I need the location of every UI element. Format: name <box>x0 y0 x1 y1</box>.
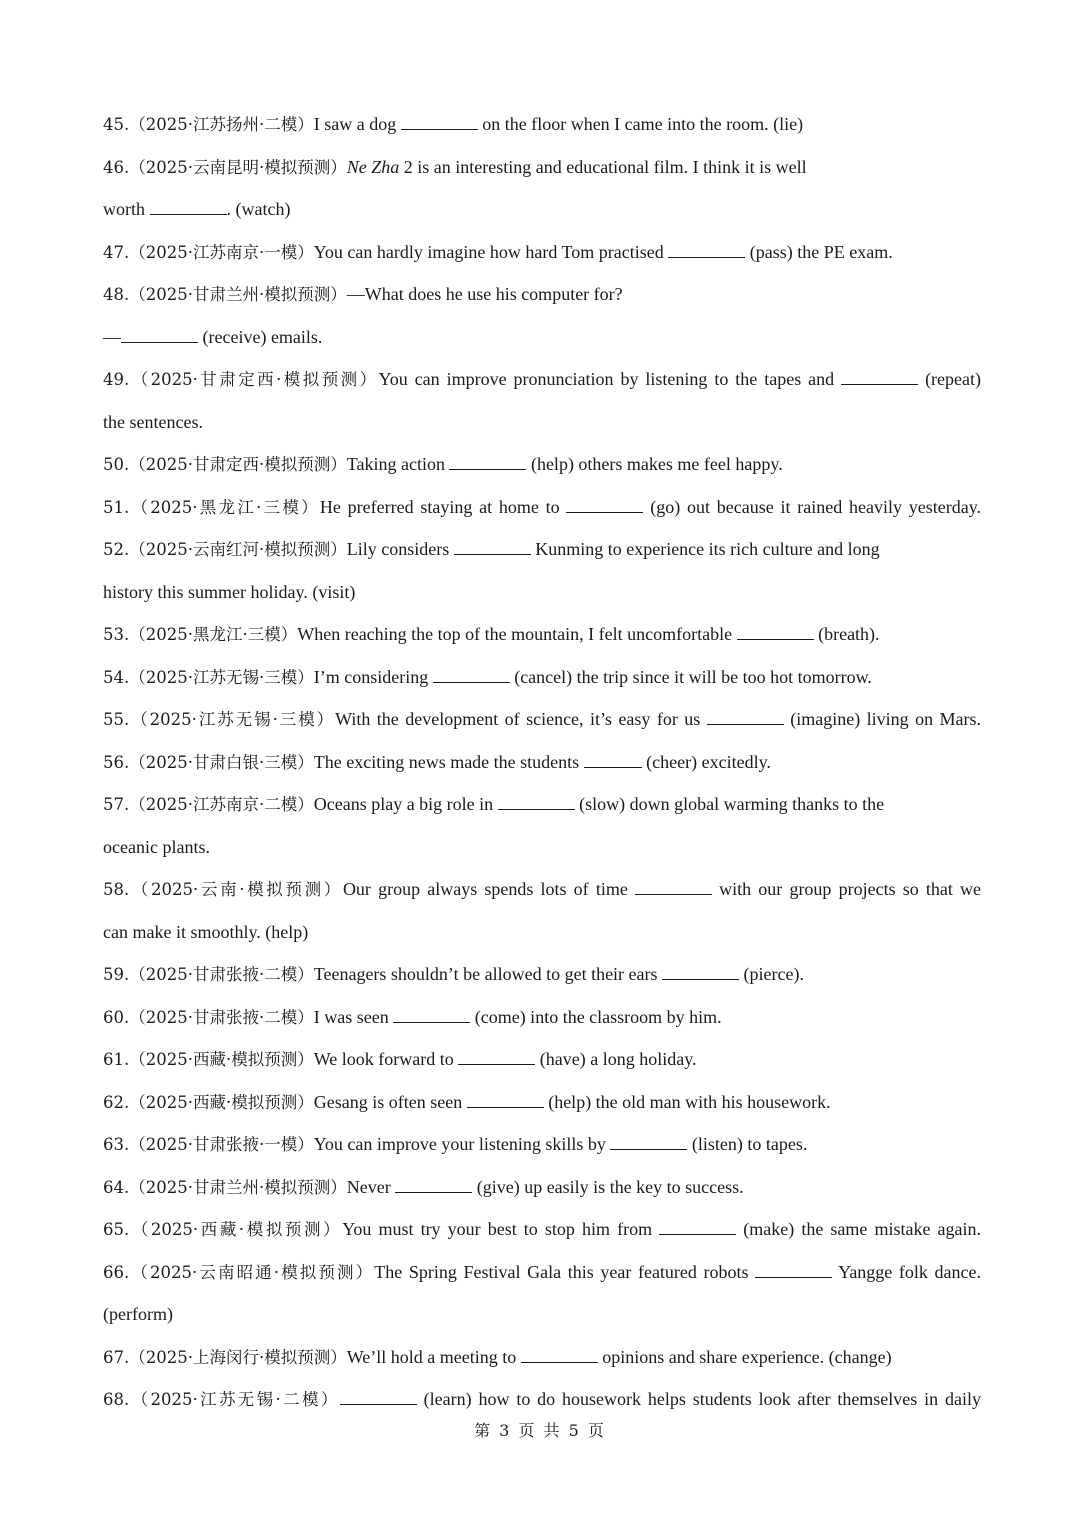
question-text: (slow) down global warming thanks to the <box>579 794 885 814</box>
question-text: Yangge folk dance. <box>838 1261 982 1282</box>
question-text: opinions and share experience. (change) <box>602 1346 892 1367</box>
question-46-continued <box>103 188 981 231</box>
question-number: 67. <box>103 1347 130 1367</box>
question-text: (listen) to tapes. <box>691 1134 808 1154</box>
question-text: You can improve your listening skills by <box>313 1134 606 1154</box>
question-61 <box>103 1038 981 1081</box>
question-48-continued <box>103 316 981 359</box>
question-65 <box>103 1208 981 1251</box>
question-53 <box>103 613 981 656</box>
question-text: (go) out because it rained heavily yesterday. <box>650 496 982 517</box>
question-66 <box>103 1251 981 1294</box>
question-source: （2025·甘肃张掖·二模） <box>129 965 314 984</box>
question-62 <box>103 1081 981 1124</box>
question-45 <box>103 103 981 146</box>
question-number: 45. <box>103 115 130 134</box>
question-text: He preferred staying at home to <box>319 496 560 517</box>
question-text: (cheer) excitedly. <box>646 751 771 772</box>
answer-blank[interactable] <box>393 1021 470 1023</box>
question-52-continued <box>103 571 981 614</box>
answer-blank[interactable] <box>755 1276 832 1278</box>
question-source: （2025·甘肃兰州·模拟预测） <box>129 1177 347 1197</box>
question-source: （2025·西藏·模拟预测） <box>129 1050 314 1069</box>
question-52 <box>103 528 981 571</box>
question-text: history this summer holiday. (visit) <box>103 581 356 602</box>
question-text: (receive) emails. <box>202 326 323 347</box>
question-text: (pass) the PE exam. <box>749 241 893 262</box>
answer-blank[interactable] <box>659 1233 736 1235</box>
question-source: （2025·西藏·模拟预测） <box>129 1092 314 1112</box>
question-number: 59. <box>103 965 130 984</box>
question-57-continued <box>103 826 981 869</box>
question-text: We’ll hold a meeting to <box>346 1346 517 1367</box>
question-63 <box>103 1123 981 1166</box>
question-text: (have) a long holiday. <box>539 1049 697 1069</box>
question-text: The Spring Festival Gala this year featured robots <box>374 1261 749 1282</box>
answer-blank[interactable] <box>150 213 227 215</box>
exercise-list <box>103 103 981 1421</box>
question-58-continued <box>103 911 981 954</box>
question-text: (pierce). <box>743 964 804 984</box>
question-55 <box>103 698 981 741</box>
question-57 <box>103 783 981 826</box>
question-text: Never <box>346 1176 391 1197</box>
question-source: （2025·江苏无锡·三模） <box>129 710 336 729</box>
question-text: (imagine) living on Mars. <box>790 709 982 729</box>
question-text: worth <box>103 199 145 219</box>
answer-blank[interactable] <box>662 978 739 980</box>
question-text: The exciting news made the students <box>313 751 580 772</box>
question-text: (make) the same mistake again. <box>743 1219 982 1239</box>
question-48 <box>103 273 981 316</box>
answer-blank[interactable] <box>395 1191 472 1193</box>
question-text: with our group projects so that we <box>719 879 982 899</box>
question-text: can make it smoothly. (help) <box>103 921 309 942</box>
question-source: （2025·江苏南京·一模） <box>129 242 314 262</box>
question-number: 65. <box>103 1220 130 1239</box>
question-46 <box>103 146 981 189</box>
question-source: （2025·江苏无锡·二模） <box>129 1390 340 1409</box>
question-number: 46. <box>103 157 130 177</box>
question-source: （2025·甘肃兰州·模拟预测） <box>129 285 347 304</box>
question-text: (give) up easily is the key to success. <box>476 1176 744 1197</box>
question-number: 62. <box>103 1092 130 1112</box>
question-51 <box>103 486 981 529</box>
question-text: (cancel) the trip since it will be too hot tomorrow. <box>514 666 872 687</box>
question-text: I’m considering <box>313 666 429 687</box>
question-number: 50. <box>103 455 130 474</box>
question-number: 53. <box>103 625 130 644</box>
question-source: （2025·江苏南京·二模） <box>129 795 314 814</box>
question-text: (repeat) <box>925 369 982 389</box>
question-text: You can hardly imagine how hard Tom practised <box>313 241 664 262</box>
answer-blank[interactable] <box>433 681 510 683</box>
question-text: I saw a dog <box>313 114 397 134</box>
answer-blank[interactable] <box>668 256 745 258</box>
question-58 <box>103 868 981 911</box>
question-number: 57. <box>103 795 130 814</box>
film-title: Ne Zha <box>346 156 400 177</box>
answer-blank[interactable] <box>610 1148 687 1150</box>
question-number: 48. <box>103 285 130 304</box>
answer-blank[interactable] <box>841 383 918 385</box>
question-49 <box>103 358 981 401</box>
question-source: （2025·甘肃白银·三模） <box>129 752 314 772</box>
question-text: (help) the old man with his housework. <box>548 1091 831 1112</box>
answer-blank[interactable] <box>449 468 526 470</box>
question-text: Oceans play a big role in <box>313 794 494 814</box>
question-source: （2025·江苏扬州·二模） <box>129 115 314 134</box>
question-number: 56. <box>103 752 130 772</box>
question-text: the sentences. <box>103 411 203 432</box>
question-47 <box>103 231 981 274</box>
question-number: 66. <box>103 1262 130 1282</box>
page-number-footer: 第 3 页 共 5 页 <box>474 1421 606 1440</box>
question-text: . (watch) <box>226 199 291 219</box>
question-text: Kunming to experience its rich culture and long <box>535 539 880 559</box>
answer-blank[interactable] <box>401 128 478 130</box>
question-text: Lily considers <box>346 539 450 559</box>
question-source: （2025·甘肃定西·模拟预测） <box>129 370 379 389</box>
question-source: （2025·上海闵行·模拟预测） <box>129 1347 347 1367</box>
question-number: 60. <box>103 1007 130 1027</box>
question-source: （2025·甘肃张掖·二模） <box>129 1007 314 1027</box>
question-text: We look forward to <box>313 1049 454 1069</box>
question-source: （2025·黑龙江·三模） <box>129 497 320 517</box>
question-number: 63. <box>103 1135 130 1154</box>
answer-blank[interactable] <box>521 1361 598 1363</box>
answer-blank[interactable] <box>454 553 531 555</box>
question-text: You can improve pronunciation by listening to the tapes and <box>378 369 835 389</box>
answer-blank[interactable] <box>498 808 575 810</box>
question-text: oceanic plants. <box>103 836 210 857</box>
question-text: 2 is an interesting and educational film. I think it is well <box>403 156 807 177</box>
question-source: （2025·甘肃张掖·一模） <box>129 1135 314 1154</box>
question-text: Taking action <box>346 454 445 474</box>
question-text: —What does he use his computer for? <box>346 284 623 304</box>
question-source: （2025·甘肃定西·模拟预测） <box>129 455 347 474</box>
question-67 <box>103 1336 981 1379</box>
question-text: (help) others makes me feel happy. <box>530 454 783 474</box>
question-56 <box>103 741 981 784</box>
question-54 <box>103 656 981 699</box>
question-text: on the floor when I came into the room. (lie) <box>482 114 804 134</box>
question-text: Gesang is often seen <box>313 1091 463 1112</box>
question-60 <box>103 996 981 1039</box>
question-source: （2025·云南红河·模拟预测） <box>129 540 347 559</box>
question-66-continued <box>103 1293 981 1336</box>
question-number: 61. <box>103 1050 130 1069</box>
question-number: 55. <box>103 710 130 729</box>
question-number: 47. <box>103 242 130 262</box>
question-text: (learn) how to do housework helps students look after themselves in daily <box>423 1389 982 1409</box>
question-68 <box>103 1378 981 1421</box>
question-number: 54. <box>103 667 130 687</box>
question-source: （2025·西藏·模拟预测） <box>129 1220 343 1239</box>
question-text: I was seen <box>313 1006 389 1027</box>
question-text: (perform) <box>103 1304 173 1324</box>
question-text: You must try your best to stop him from <box>342 1219 653 1239</box>
question-text: (breath). <box>818 624 880 644</box>
question-number: 51. <box>103 497 130 517</box>
question-number: 68. <box>103 1390 130 1409</box>
question-49-continued <box>103 401 981 444</box>
question-source: （2025·江苏无锡·三模） <box>129 667 314 687</box>
question-64 <box>103 1166 981 1209</box>
answer-blank[interactable] <box>635 893 712 895</box>
question-source: （2025·云南昆明·模拟预测） <box>129 157 347 177</box>
answer-blank[interactable] <box>340 1403 417 1405</box>
question-text: — <box>103 326 121 347</box>
answer-blank[interactable] <box>566 511 643 513</box>
question-text: (come) into the classroom by him. <box>474 1006 722 1027</box>
question-number: 52. <box>103 540 130 559</box>
question-text: When reaching the top of the mountain, I felt uncomfortable <box>297 624 733 644</box>
question-number: 58. <box>103 880 130 899</box>
answer-blank[interactable] <box>737 638 814 640</box>
answer-blank[interactable] <box>707 723 784 725</box>
question-59 <box>103 953 981 996</box>
answer-blank[interactable] <box>467 1106 544 1108</box>
question-text: Our group always spends lots of time <box>342 879 628 899</box>
question-50 <box>103 443 981 486</box>
answer-blank[interactable] <box>121 341 198 343</box>
question-source: （2025·云南昭通·模拟预测） <box>129 1262 375 1282</box>
question-text: With the development of science, it’s easy for us <box>335 709 701 729</box>
question-number: 49. <box>103 370 130 389</box>
question-text: Teenagers shouldn’t be allowed to get their ears <box>313 964 658 984</box>
question-source: （2025·云南·模拟预测） <box>129 880 343 899</box>
question-source: （2025·黑龙江·三模） <box>129 625 298 644</box>
answer-blank[interactable] <box>458 1063 535 1065</box>
answer-blank[interactable] <box>584 766 642 768</box>
question-number: 64. <box>103 1177 130 1197</box>
